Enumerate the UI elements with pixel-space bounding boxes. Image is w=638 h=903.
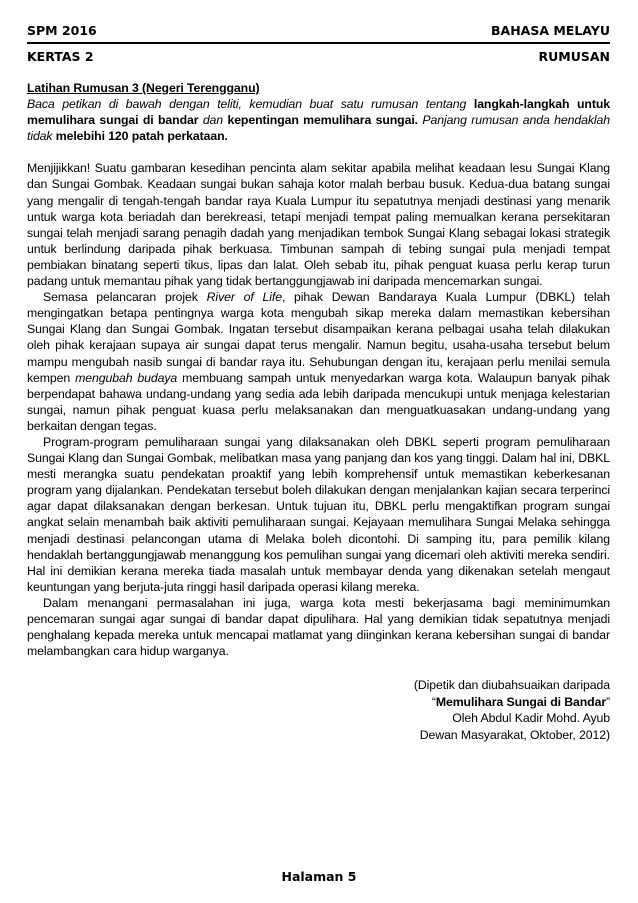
paragraph-2-part-a: Semasa pelancaran projek xyxy=(43,290,207,305)
source-citation xyxy=(27,677,610,743)
header-paper: KERTAS 2 xyxy=(27,49,94,64)
instruction-part-1: Baca petikan di bawah dengan teliti, kemudian buat satu rumusan tentang xyxy=(27,97,474,112)
page-number: Halaman 5 xyxy=(281,869,357,884)
header-row-top xyxy=(27,23,610,38)
instruction-topic-2: kepentingan memulihara sungai. xyxy=(227,113,418,128)
source-author: Oleh Abdul Kadir Mohd. Ayub xyxy=(452,711,610,726)
paragraph-2-part-e: membuang sampah untuk menyedarkan warga kota. Walaupun banyak pihak berpendapat bahawa undang-undang yang sedia ada lebih daripada mencukupi untuk menjaga kelestarian sungai, namun pihak penguat kuasa perlu melaksanakan dan menguatkuasakan undang-undang yang berkaitan dengan tegas. xyxy=(27,370,610,433)
header-section: RUMUSAN xyxy=(538,49,610,64)
instruction-part-5: Panjang rumusan anda hendaklah tidak xyxy=(27,113,610,144)
source-publication: Dewan Masyarakat, Oktober, 2012) xyxy=(419,727,610,742)
project-name: River of Life xyxy=(206,290,282,305)
instruction-part-3: dan xyxy=(198,113,228,128)
paragraph-2-part-c: , pihak Dewan Bandaraya Kuala Lumpur (DBKL) telah mengingatkan betapa pentingnya warga kota mengubah sikap mereka dalam memastikan kebersihan Sungai Klang dan Sungai Gombak. Ingatan tersebut disampaikan kerana pelbagai usaha telah dilakukan oleh pihak kerajaan supaya air sungai dapat terus mengalir. Namun begitu, usaha-usaha tersebut belum mampu mengubah nasib sungai di bandar raya itu. Sehubungan dengan itu, kerajaan perlu menilai semula kempen xyxy=(27,290,611,385)
header-subject: BAHASA MELAYU xyxy=(491,23,610,38)
passage xyxy=(27,160,610,659)
campaign-name: mengubah budaya xyxy=(75,370,178,385)
passage-paragraph-4: Dalam menangani permasalahan ini juga, warga kota mesti bekerjasama bagi meminimumkan pencemaran sungai agar sungai di bandar dapat dipulihara. Hal yang demikian tidak sepatutnya menjadi penghalang kepada mereka untuk mencapai matlamat yang diinginkan kerana kebersihan sungai di bandar melambangkan cara hidup warganya. xyxy=(27,595,610,659)
instruction xyxy=(27,96,610,144)
header-row-bottom xyxy=(27,49,610,64)
passage-paragraph-3: Program-program pemuliharaan sungai yang dilaksanakan oleh DBKL seperti program pemuliharaan Sungai Klang dan Sungai Gombak, melibatkan masa yang panjang dan kos yang tinggi. Dalam hal ini, DBKL mesti merangka suatu pendekatan proaktif yang lebih komprehensif untuk memastikan keberkesanan program yang dijalankan. Pendekatan tersebut boleh dilakukan dengan menjalankan kajian secara terperinci agar dapat dilaksanakan dengan berkesan. Untuk tujuan itu, DBKL perlu mengaktifkan program sungai angkat selain menambah baik aktiviti pemuliharaan sungai. Kejayaan memulihara Sungai Melaka sehingga menjadi destinasi pelancongan utama di Melaka boleh dicontohi. Di samping itu, para pemilik kilang hendaklah bertanggungjawab menanggung kos pemulihan sungai yang dicemari oleh aktiviti mereka sendiri. Hal ini demikian kerana mereka tiada masalah untuk membayar denda yang dikenakan setelah mengaut keuntungan yang berjuta-juta ringgi hasil daripada operasi kilang mereka. xyxy=(27,434,610,594)
source-article-title: Memulihara Sungai di Bandar xyxy=(435,694,606,709)
instruction-word-limit: melebihi 120 patah perkataan. xyxy=(55,129,228,144)
source-line-2 xyxy=(27,694,610,711)
quote-open: “ xyxy=(431,694,436,709)
source-line-1: (Dipetik dan diubahsuaikan daripada xyxy=(413,678,610,693)
passage-paragraph-1: Menjijikkan! Suatu gambaran kesedihan pencinta alam sekitar apabila melihat keadaan lesu Sungai Klang dan Sungai Gombak. Keadaan sungai bukan sahaja kotor malah berbau busuk. Kedua-dua batang sungai yang mengalir di tengah-tengah bandar raya Kuala Lumpur itu sepatutnya menjadi destinasi yang menarik untuk warga kota beriadah dan berekreasi, tetapi menjadi tempat paling memualkan kerana persekitaran sungai telah menjadi sarang penagih dadah yang menjadikan tembok Sungai Klang sebagai lokasi strategik untuk berlindung daripada pihak berkuasa. Timbunan sampah di tebing sungai pula menjadi tempat pembiakan binatang seperti tikus, lipas dan lalat. Oleh sebab itu, pihak penguat kuasa perlu kerap turun padang untuk memantau pihak yang tidak bertanggungjawab ini daripada mencemarkan sungai. xyxy=(27,161,610,289)
exercise-title: Latihan Rumusan 3 (Negeri Terengganu) xyxy=(27,81,260,95)
quote-close: ” xyxy=(606,694,610,709)
header-divider xyxy=(27,42,610,44)
page-content xyxy=(27,80,610,743)
passage-paragraph-2 xyxy=(27,289,610,434)
header-exam-year: SPM 2016 xyxy=(27,23,97,38)
instruction-topic-1: langkah-langkah untuk memulihara sungai di bandar xyxy=(27,97,610,128)
